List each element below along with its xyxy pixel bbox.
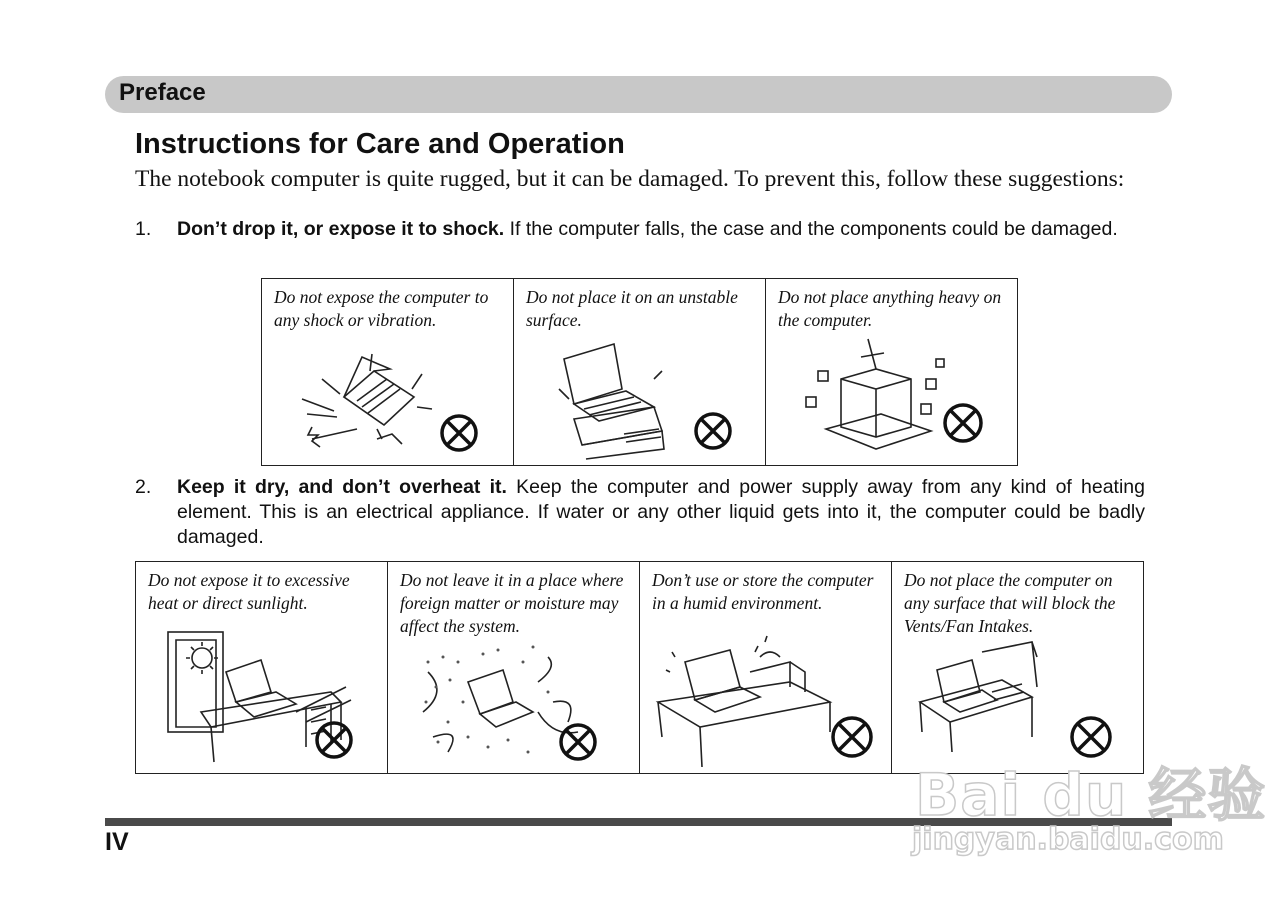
intro-paragraph: The notebook computer is quite rugged, but it can be damaged. To prevent this, follow these suggestions:: [135, 166, 1125, 192]
prohibited-icon: [442, 416, 476, 450]
foreign-matter-illustration: [388, 562, 639, 773]
prohibited-icon: [696, 414, 730, 448]
list-item-heading: Don’t drop it, or expose it to shock.: [177, 218, 505, 240]
list-item-body: Keep the computer and power supply away from any kind of heating element. This is an electrical appliance. If water or any other liquid gets into it, the computer could be badly damaged.: [177, 476, 1145, 548]
section-header-bar: [105, 76, 1172, 113]
shock-vibration-illustration: [262, 279, 513, 465]
section-label: Preface: [119, 79, 206, 106]
caution-cell-unstable: [514, 279, 766, 466]
prohibited-icon: [317, 723, 351, 757]
list-item-heading: Keep it dry, and don’t overheat it.: [177, 476, 507, 498]
prohibited-icon: [561, 725, 595, 759]
page-number: IV: [105, 828, 129, 856]
caution-caption: Don’t use or store the computer in a humid environment.: [652, 570, 874, 613]
caution-caption: Do not leave it in a place where foreign matter or moisture may affect the system.: [400, 570, 624, 636]
blocked-vents-illustration: [892, 562, 1143, 773]
caution-table-environment: [135, 561, 1144, 774]
prohibited-icon: [945, 405, 981, 441]
caution-caption: Do not expose the computer to any shock or vibration.: [274, 287, 489, 330]
list-item-number: 1.: [135, 218, 152, 240]
unstable-surface-illustration: [514, 279, 765, 465]
list-item-number: 2.: [135, 476, 152, 498]
caution-cell-foreign-matter: [388, 562, 640, 774]
caution-cell-blocked-vents: [892, 562, 1144, 774]
prohibited-icon: [833, 718, 871, 756]
list-item-2: [135, 475, 1145, 550]
watermark-url: jingyan.baidu.com: [912, 822, 1224, 857]
caution-cell-heavy: [766, 279, 1018, 466]
caution-table-shock: [261, 278, 1018, 466]
caution-cell-shock: [262, 279, 514, 466]
caution-caption: Do not expose it to excessive heat or direct sunlight.: [148, 570, 350, 613]
caution-cell-humid: [640, 562, 892, 774]
caution-cell-sunlight: [136, 562, 388, 774]
caution-caption: Do not place anything heavy on the computer.: [778, 287, 1002, 330]
list-item-body: If the computer falls, the case and the components could be damaged.: [504, 218, 1118, 240]
list-item-1: [135, 217, 1145, 242]
caution-caption: Do not place it on an unstable surface.: [526, 287, 738, 330]
list-item-text: [177, 475, 1145, 550]
page-title: Instructions for Care and Operation: [135, 128, 625, 160]
caution-caption: Do not place the computer on any surface that will block the Vents/Fan Intakes.: [904, 570, 1116, 636]
humid-environment-illustration: [640, 562, 891, 773]
heavy-objects-illustration: [766, 279, 1017, 465]
watermark-brand: Bai du 经验: [915, 761, 1267, 829]
sunlight-illustration: [136, 562, 387, 773]
list-item-text: [177, 217, 1145, 242]
